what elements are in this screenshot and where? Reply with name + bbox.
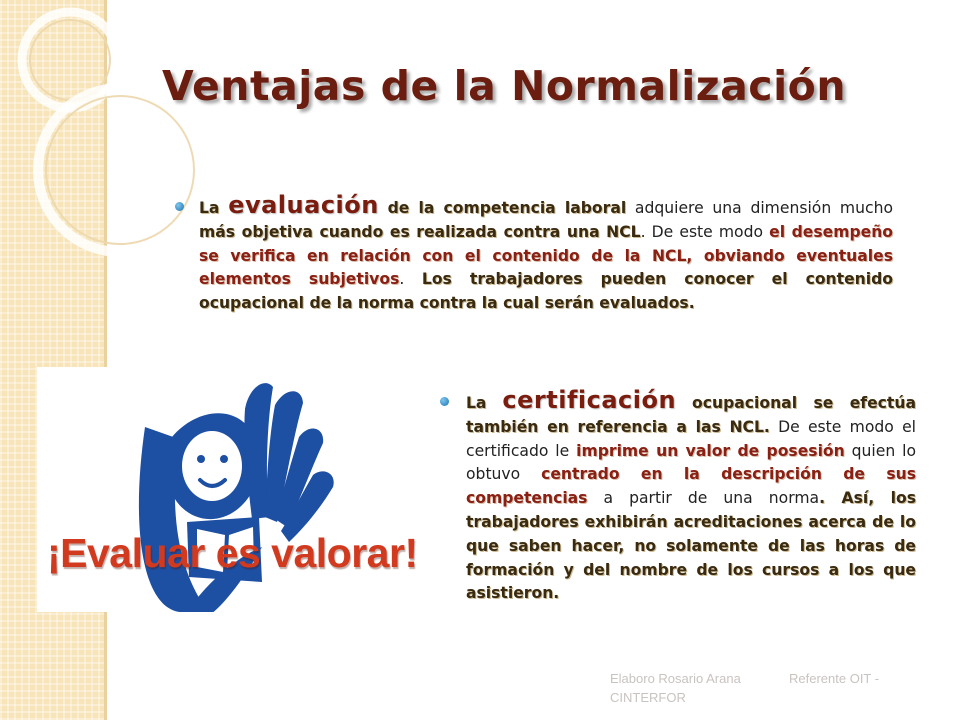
page-title: Ventajas de la Normalización (162, 62, 847, 110)
text-normal: . (399, 270, 422, 289)
text-strong: ocupacional se efectúa también en referencia a las NCL. (466, 394, 916, 436)
decorative-circles (0, 0, 220, 260)
paragraph-certificacion (466, 386, 917, 606)
paragraph-evaluacion (199, 191, 894, 316)
logo-slogan: ¡Evaluar es valorar! (47, 530, 418, 576)
footer-reference: Referente OIT - (789, 671, 880, 686)
text-strong: La (199, 199, 220, 217)
keyword-certificacion: certificación (502, 386, 677, 414)
text-normal: adquiere una dimensión mucho (626, 199, 893, 217)
footer-author: Elaboro Rosario Arana (610, 671, 741, 686)
footer-organization: CINTERFOR (610, 690, 686, 705)
bullet-icon (440, 397, 449, 406)
text-strong: de la competencia laboral (387, 199, 627, 217)
text-normal: quien lo obtuvo (466, 441, 916, 484)
text-normal: De este modo el certificado le (466, 417, 916, 460)
bullet-icon (175, 202, 184, 211)
text-normal: a partir de una norma (587, 489, 820, 508)
keyword-evaluacion: evaluación (228, 191, 379, 219)
text-highlight: centrado en la descripción de sus competencias (466, 465, 917, 508)
text-strong: más objetiva cuando es realizada contra una NCL (199, 222, 641, 241)
text-normal: . De este modo (640, 222, 770, 241)
text-highlight: imprime un valor de posesión (576, 441, 845, 460)
text-strong: . Así, los trabajadores exhibirán acreditaciones acerca de lo que saben hacer, no solamente de las horas de formación y del nombre de los cursos a los que asistieron. (466, 489, 916, 603)
text-highlight: el desempeño se verifica en relación con el contenido de la NCL, obviando eventuales elementos subjetivos (199, 222, 894, 289)
text-strong: La (466, 394, 487, 412)
text-strong: Los trabajadores pueden conocer el contenido ocupacional de la norma contra la cual serán evaluados. (199, 270, 894, 313)
